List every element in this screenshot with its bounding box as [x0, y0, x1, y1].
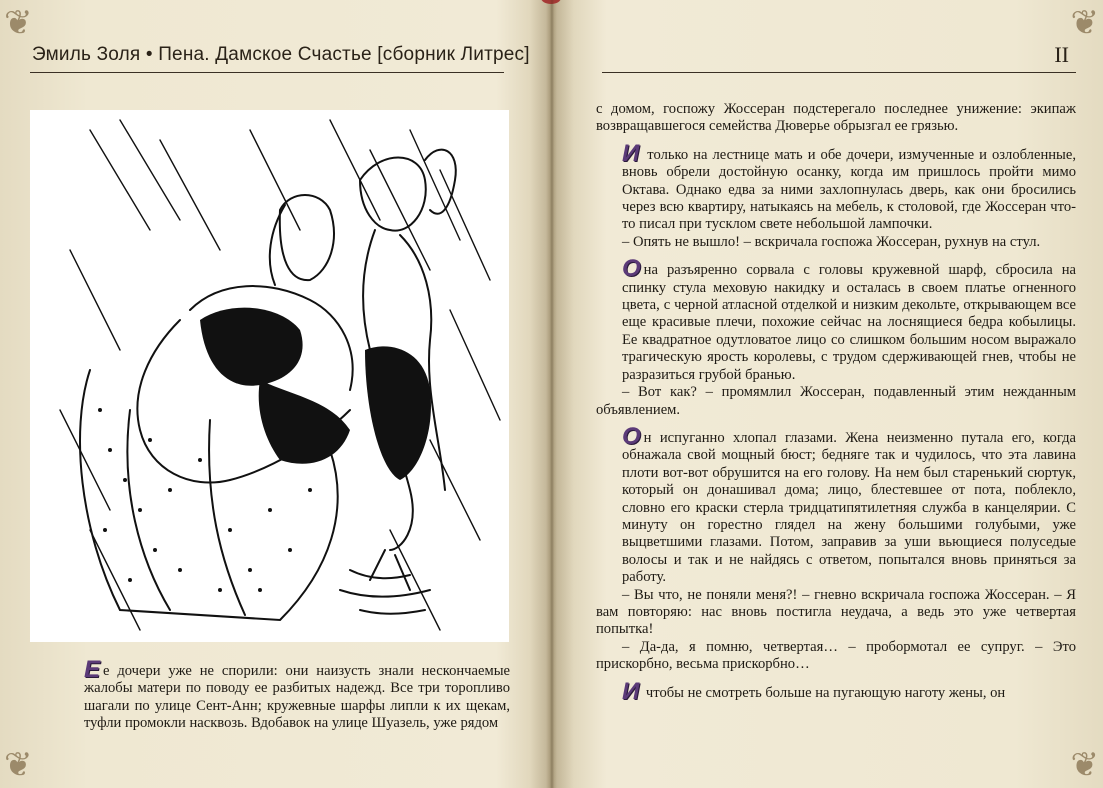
paragraph-text: – Вы что, не поняли меня?! – гневно вскричала госпожа Жоссеран. – Я вам повторяю: нас вновь постигла неудача, а ведь это уже четвертая попытка! — [596, 586, 1076, 638]
paragraph-text: – Да-да, я помню, четвертая… – пробормотал ее супруг. – Это прискорбно, весьма прискорбно… — [596, 638, 1076, 673]
ink-drawing — [30, 110, 509, 642]
drop-cap: О — [622, 422, 641, 450]
drop-cap: И — [622, 677, 640, 705]
page-number: II — [1054, 42, 1069, 67]
book-title: Эмиль Золя • Пена. Дамское Счастье [сборник Литрес] — [32, 44, 530, 65]
paragraph-text: е дочери уже не спорили: они наизусть знали нескончаемые жалобы матери по поводу ее разбитых надежд. Все три торопливо шагали по улице Сент-Анн; кружевные шарфы липли к их щекам, туфли промокли насквозь. Вдобавок на улице Шуазель, уже рядом — [84, 663, 510, 732]
paragraph — [596, 587, 1076, 639]
paragraph — [596, 255, 1076, 384]
paragraph-text: на разъяренно сорвала с головы кружевной шарф, сбросила на спинку стула меховую накидку и осталась в своем платье огненного цвета, с черной атласной отделкой и низким декольте, открывающем все еще красивые плечи, похожие сейчас на лоснящиеся бедра кобылицы. Ее квадратное одутловатое лицо со слишком большим носом выражало трагическую ярость королевы, с трудом сдерживающей гнев, чтобы не разразиться грубой бранью. — [622, 262, 1076, 383]
paragraph-text: с домом, госпожу Жоссеран подстерегало последнее унижение: экипаж возвращавшегося семейства Дюверье обрызгал ее грязью. — [596, 101, 1076, 135]
paragraph-text: – Опять не вышло! – вскричала госпожа Жоссеран, рухнув на стул. — [622, 233, 1041, 250]
drop-cap: О — [622, 255, 641, 283]
paragraph-text: – Вот как? – промямлил Жоссеран, подавленный этим нежданным объявлением. — [596, 384, 1076, 418]
drop-cap: Е — [84, 656, 101, 683]
left-page-text — [84, 656, 510, 733]
right-page — [552, 0, 1103, 788]
drop-cap: И — [622, 139, 640, 167]
header-divider — [602, 72, 1076, 73]
corner-ornament-icon: ❦ — [4, 745, 33, 785]
paragraph — [596, 139, 1076, 234]
paragraph-text: чтобы не смотреть больше на пугающую наготу жены, он — [642, 684, 1006, 701]
left-page — [0, 0, 551, 788]
corner-ornament-icon: ❦ — [4, 3, 33, 43]
paragraph — [596, 422, 1076, 587]
paragraph — [596, 677, 1076, 705]
paragraph-text: н испуганно хлопал глазами. Жена неизменно путала его, когда обнажала свой мощный бюст; бедняге так и чудилось, что эта лавина плоти вот-вот обрушится на его голову. На нем был старенький сюртук, который он донашивал дома; лицо, блестевшее от пота, поблекло, словно его краски стерла тридцатипятилетняя служба в канцелярии. С минуту он горестно глядел на жену большими голубыми, уже выцветшими глазами. Потом, заправив за уши вьющиеся полуседые волосы и так и не найдясь с ответом, попытался вновь приняться за работу. — [622, 429, 1076, 586]
header-divider — [30, 72, 504, 73]
right-page-text — [596, 101, 1076, 705]
book-spine — [530, 0, 574, 788]
corner-ornament-icon: ❦ — [1070, 3, 1099, 43]
illustration — [30, 110, 509, 642]
paragraph — [596, 639, 1076, 674]
corner-ornament-icon: ❦ — [1070, 745, 1099, 785]
paragraph — [84, 656, 510, 733]
paragraph — [596, 234, 1076, 251]
paragraph — [596, 384, 1076, 419]
paragraph — [596, 101, 1076, 136]
paragraph-text: только на лестнице мать и обе дочери, измученные и озлобленные, вновь обрели достойную осанку, когда им пришлось пройти мимо Октава. Однако едва за ними захлопнулась дверь, как они бросились через всю квартиру, натыкаясь на мебель, к столовой, где Жоссеран что-то писал при тусклом свете небольшой лампочки. — [622, 146, 1076, 233]
